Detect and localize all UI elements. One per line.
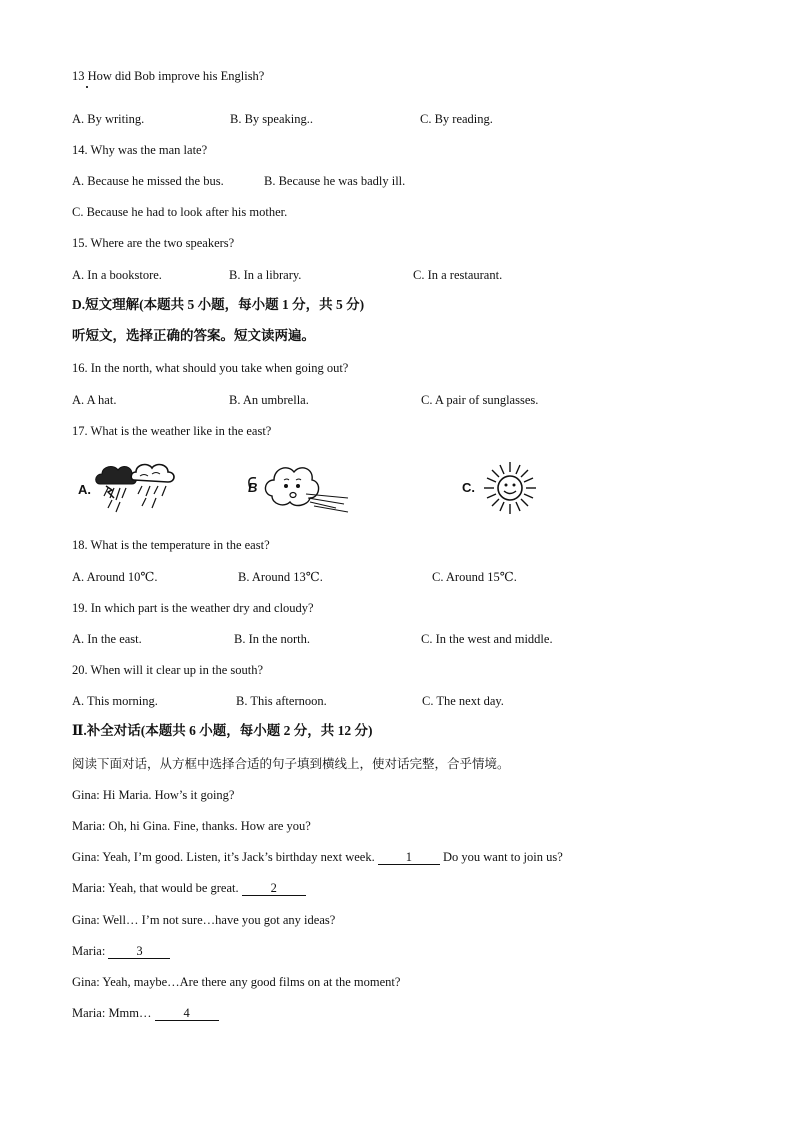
dialogue-line-7: Gina: Yeah, maybe…Are there any good films on at the moment? (72, 975, 401, 989)
q16-option-a: A. A hat. (72, 393, 117, 407)
question-13: 13 How did Bob improve his English? (72, 69, 265, 83)
question-17: 17. What is the weather like in the east? (72, 424, 272, 438)
section-d-instruction: 听短文，选择正确的答案。短文读两遍。 (72, 328, 315, 343)
q20-option-a: A. This morning. (72, 694, 158, 708)
q14-option-a: A. Because he missed the bus. (72, 174, 224, 188)
q20-option-b: B. This afternoon. (236, 694, 327, 708)
rain-cloud-icon (92, 458, 182, 518)
dialogue-line-2: Maria: Oh, hi Gina. Fine, thanks. How are you? (72, 819, 311, 833)
q18-option-b: B. Around 13℃. (238, 570, 323, 584)
q13-option-c: C. By reading. (420, 112, 493, 126)
dialogue-line-3 (72, 849, 563, 865)
q15-option-c: C. In a restaurant. (413, 268, 503, 282)
q14-option-b: B. Because he was badly ill. (264, 174, 406, 188)
q13-option-b: B. By speaking.. (230, 112, 313, 126)
dialogue-line-8-pre: Maria: Mmm… (72, 1006, 155, 1020)
dialogue-line-1: Gina: Hi Maria. How’s it going? (72, 788, 235, 802)
section-ii-title: Ⅱ.补全对话(本题共 6 小题，每小题 2 分，共 12 分) (72, 723, 373, 738)
answer-blank-4[interactable]: 4 (155, 1007, 219, 1021)
dialogue-line-3-pre: Gina: Yeah, I’m good. Listen, it’s Jack’s birthday next week. (72, 850, 378, 864)
section-d-title: D.短文理解(本题共 5 小题，每小题 1 分，共 5 分) (72, 297, 365, 312)
answer-blank-2[interactable]: 2 (242, 882, 306, 896)
dialogue-line-3-post: Do you want to join us? (439, 850, 563, 864)
dialogue-line-6-pre: Maria: (72, 944, 109, 958)
sun-icon (478, 458, 542, 518)
question-16: 16. In the north, what should you take when going out? (72, 361, 349, 375)
q17-label-b: B (248, 480, 258, 495)
q14-option-c: C. Because he had to look after his mother. (72, 205, 288, 219)
dialogue-line-4 (72, 880, 306, 896)
answer-blank-3[interactable]: 3 (108, 945, 170, 959)
stray-dot (86, 86, 88, 88)
wind-cloud-icon (244, 458, 354, 518)
q16-option-b: B. An umbrella. (229, 393, 309, 407)
q18-option-a: A. Around 10℃. (72, 570, 158, 584)
q15-option-b: B. In a library. (229, 268, 302, 282)
dialogue-line-4-pre: Maria: Yeah, that would be great. (72, 881, 242, 895)
question-18: 18. What is the temperature in the east? (72, 538, 270, 552)
dialogue-line-8 (72, 1005, 219, 1021)
q17-label-a: A. (78, 482, 91, 497)
question-14: 14. Why was the man late? (72, 143, 208, 157)
q17-label-c: C. (462, 480, 475, 495)
q18-option-c: C. Around 15℃. (432, 570, 517, 584)
q19-option-a: A. In the east. (72, 632, 142, 646)
q19-option-b: B. In the north. (234, 632, 311, 646)
q15-option-a: A. In a bookstore. (72, 268, 162, 282)
section-ii-instruction: 阅读下面对话，从方框中选择合适的句子填到横线上，使对话完整，合乎情境。 (72, 757, 510, 771)
question-19: 19. In which part is the weather dry and cloudy? (72, 601, 314, 615)
dialogue-line-5: Gina: Well… I’m not sure…have you got any ideas? (72, 913, 336, 927)
q19-option-c: C. In the west and middle. (421, 632, 553, 646)
q16-option-c: C. A pair of sunglasses. (421, 393, 539, 407)
q13-option-a: A. By writing. (72, 112, 145, 126)
q20-option-c: C. The next day. (422, 694, 504, 708)
answer-blank-1[interactable]: 1 (378, 851, 440, 865)
question-20: 20. When will it clear up in the south? (72, 663, 264, 677)
dialogue-line-6 (72, 943, 170, 959)
question-15: 15. Where are the two speakers? (72, 236, 235, 250)
